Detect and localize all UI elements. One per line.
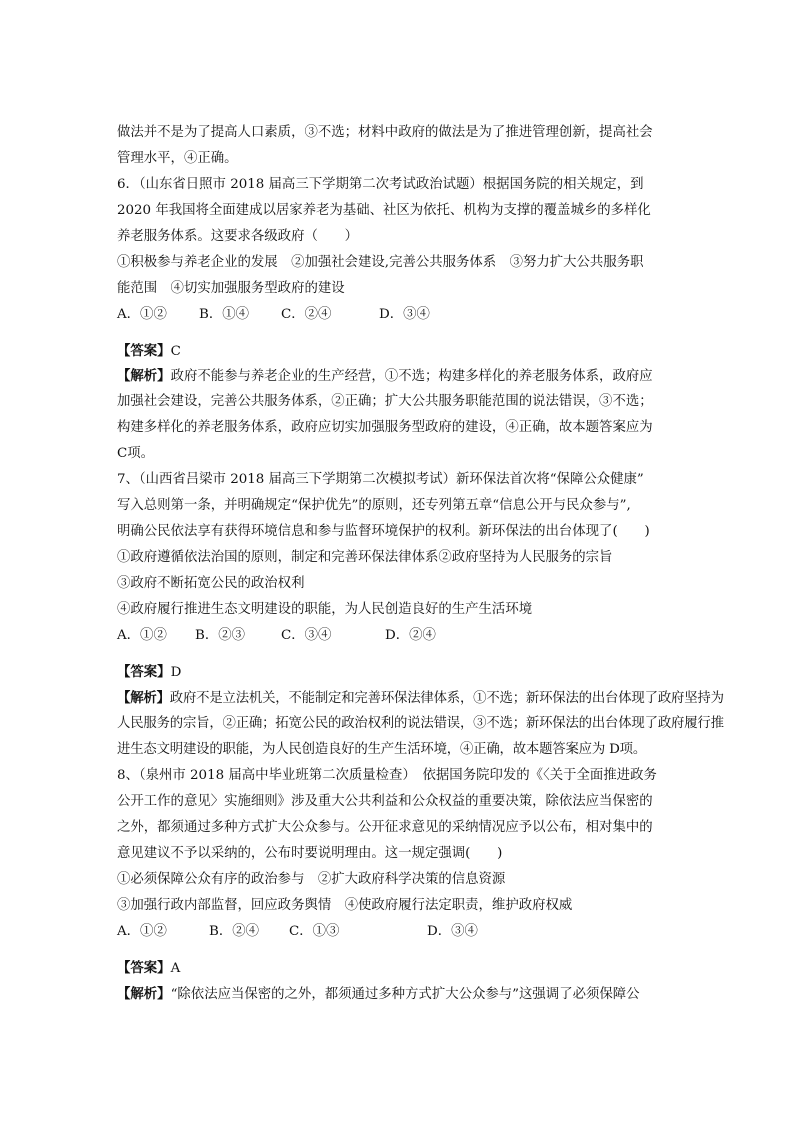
q8-item-line-2: ③加强行政内部监督，回应政务舆情 ④使政府履行法定职责，维护政府权威: [117, 898, 573, 913]
q6-stem-line-3: 养老服务体系。这要求各级政府（ ）: [117, 229, 359, 244]
q6-answer: [117, 341, 677, 361]
q8-answer-label: 【答案】: [117, 960, 171, 976]
q7-options: [117, 626, 677, 646]
q6-answer-value: C: [170, 344, 181, 359]
q6-answer-label: 【答案】: [117, 343, 171, 359]
q8-item-line-1: ①必须保障公众有序的政治参与 ②扩大政府科学决策的信息资源: [117, 872, 506, 887]
q6-analysis-line-3: 构建多样化的养老服务体系，政府应切实加强服务型政府的建设，④正确，故本题答案应为: [117, 420, 653, 435]
q7-stem-line-2: 写入总则第一条，并明确规定“保护优先”的原则，还专列第五章“信息公开与民众参与”,: [117, 498, 631, 513]
q6-item-line-2: 能范围 ④切实加强服务型政府的建设: [117, 281, 345, 296]
q6-stem-line-2: 2020 年我国将全面建成以居家养老为基础、社区为依托、机构为支撑的覆盖城乡的多样化: [117, 203, 651, 218]
q8-answer-value: A: [170, 961, 181, 976]
q6-stem-line-1: 6．（山东省日照市 2018 届高三下学期第二次考试政治试题）根据国务院的相关规定，到: [117, 177, 644, 192]
q7-answer-label: 【答案】: [117, 664, 171, 680]
q8-stem-line-1: 8、（泉州市 2018 届高中毕业班第二次质量检查） 依据国务院印发的《〈关于全面推进政务: [117, 768, 657, 783]
q7-answer: [117, 662, 677, 682]
q7-analysis-line-1: 【解析】政府不是立法机关，不能制定和完善环保法律体系，①不选；新环保法的出台体现了政府坚持为: [117, 690, 724, 706]
q8-option-b: B．②④: [209, 924, 260, 939]
q8-option-d: D．③④: [427, 924, 478, 939]
q6-options: [117, 305, 677, 325]
q6-option-a: A．①②: [117, 307, 167, 322]
q7-option-d: D．②④: [385, 628, 436, 643]
q7-item-line-3: ④政府履行推进生态文明建设的职能，为人民创造良好的生产生活环境: [117, 602, 533, 617]
q8-stem-line-4: 意见建议不予以采纳的，公布时要说明理由。这一规定强调( ): [117, 846, 503, 861]
q7-analysis-label: 【解析】: [117, 690, 170, 706]
q7-option-a: A．①②: [117, 628, 167, 643]
q6-analysis-line-2: 加强社会建设，完善公共服务体系，②正确；扩大公共服务职能范围的说法错误，③不选；: [117, 394, 653, 409]
q7-stem-line-3: 明确公民依法享有获得环境信息和参与监督环境保护的权利。新环保法的出台体现了( ): [117, 524, 650, 539]
q7-analysis-line-2: 人民服务的宗旨，②正确；拓宽公民的政治权利的说法错误，③不选；新环保法的出台体现了政府履行推: [117, 716, 724, 731]
q8-stem-line-2: 公开工作的意见〉实施细则》涉及重大公共利益和公众权益的重要决策，除依法应当保密的: [117, 794, 653, 809]
q6-option-b: B．①④: [199, 307, 250, 322]
q8-option-a: A．①②: [117, 924, 167, 939]
q7-option-c: C．③④: [281, 628, 332, 643]
q7-item-line-2: ③政府不断拓宽公民的政治权利: [117, 576, 305, 591]
q6-option-c: C．②④: [281, 307, 332, 322]
q7-answer-value: D: [170, 665, 182, 680]
q8-options: [117, 922, 677, 942]
q6-analysis-label: 【解析】: [117, 368, 171, 384]
q6-item-line-1: ①积极参与养老企业的发展 ②加强社会建设,完善公共服务体系 ③努力扩大公共服务职: [117, 255, 644, 270]
intro-line-2: 管理水平，④正确。: [117, 151, 238, 166]
q7-item-line-1: ①政府遵循依法治国的原则，制定和完善环保法律体系②政府坚持为人民服务的宗旨: [117, 550, 613, 565]
q6-analysis-line-1: 【解析】政府不能参与养老企业的生产经营，①不选；构建多样化的养老服务体系，政府应: [117, 368, 653, 384]
q6-option-d: D．③④: [379, 307, 430, 322]
q8-answer: [117, 958, 677, 978]
q6-analysis-line-4: C项。: [117, 446, 155, 461]
q7-stem-line-1: 7、（山西省吕梁市 2018 届高三下学期第二次模拟考试）新环保法首次将“保障公众健康”: [117, 472, 644, 487]
intro-line-1: 做法并不是为了提高人口素质，③不选；材料中政府的做法是为了推进管理创新，提高社会: [117, 125, 653, 140]
q8-stem-line-3: 之外，都须通过多种方式扩大公众参与。公开征求意见的采纳情况应予以公布，相对集中的: [117, 820, 653, 835]
q8-analysis-line-1: 【解析】“除依法应当保密的之外，都须通过多种方式扩大公众参与”这强调了必须保障公: [117, 986, 640, 1002]
q8-analysis-label: 【解析】: [117, 986, 171, 1002]
q8-option-c: C．①③: [289, 924, 340, 939]
q7-analysis-line-3: 进生态文明建设的职能，为人民创造良好的生产生活环境，④正确，故本题答案应为 D项。: [117, 742, 647, 757]
q7-option-b: B．②③: [195, 628, 246, 643]
